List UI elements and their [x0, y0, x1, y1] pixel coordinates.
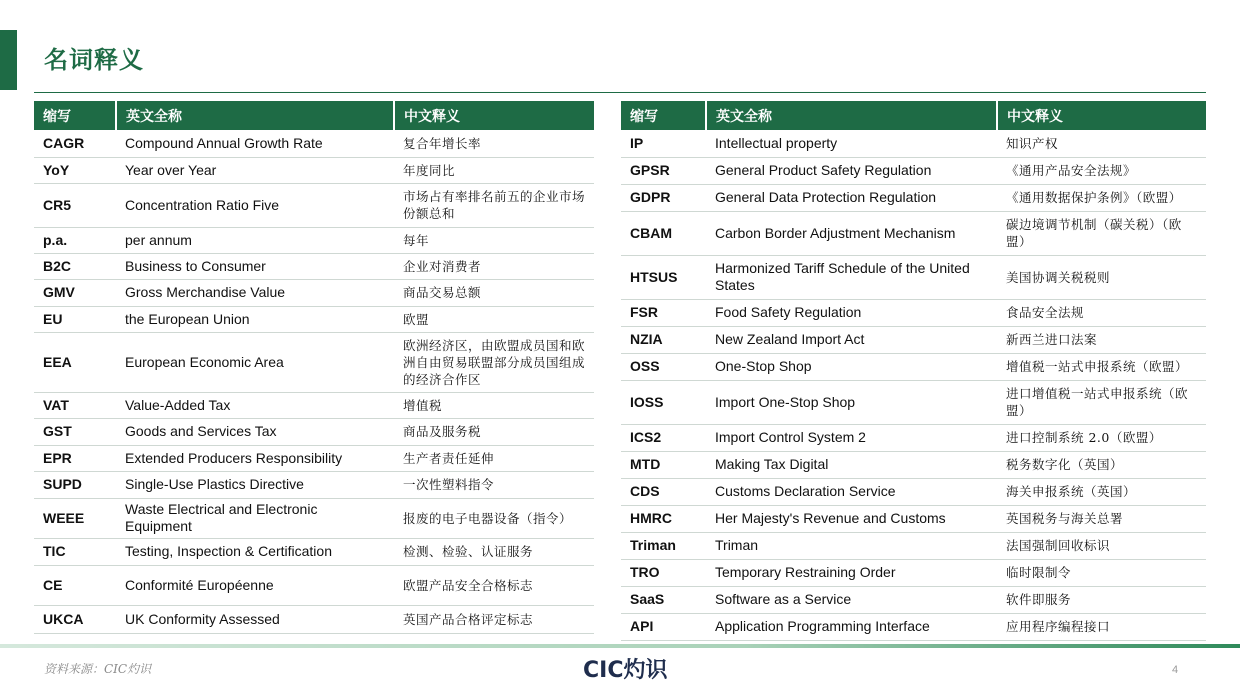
term-chinese: 碳边境调节机制（碳关税）（欧盟） — [997, 211, 1206, 255]
term-chinese: 法国强制回收标识 — [997, 532, 1206, 559]
term-chinese: 临时限制令 — [997, 559, 1206, 586]
term-english: Application Programming Interface — [706, 613, 997, 640]
table-row — [34, 306, 594, 332]
term-english: European Economic Area — [116, 332, 394, 392]
term-english: Software as a Service — [706, 586, 997, 613]
term-chinese: 海关申报系统（英国） — [997, 478, 1206, 505]
term-abbr: SaaS — [621, 586, 706, 613]
table-row — [34, 392, 594, 418]
term-abbr: EEA — [34, 332, 116, 392]
glossary-table-left — [34, 101, 594, 634]
table-row — [34, 332, 594, 392]
glossary-body-left — [34, 130, 594, 633]
table-row — [34, 498, 594, 538]
term-chinese: 《通用产品安全法规》 — [997, 157, 1206, 184]
table-row — [34, 565, 594, 605]
term-english: Concentration Ratio Five — [116, 183, 394, 227]
page-number: 4 — [1172, 664, 1179, 676]
term-chinese: 每年 — [394, 227, 594, 253]
term-chinese: 一次性塑料指令 — [394, 471, 594, 498]
term-english: Conformité Européenne — [116, 565, 394, 605]
table-row — [621, 380, 1206, 424]
term-english: Extended Producers Responsibility — [116, 445, 394, 471]
term-chinese: 欧盟产品安全合格标志 — [394, 565, 594, 605]
title-divider — [34, 92, 1206, 93]
header-abbr: 缩写 — [34, 101, 116, 130]
term-chinese: 美国协调关税税则 — [997, 255, 1206, 299]
term-english: the European Union — [116, 306, 394, 332]
term-english: New Zealand Import Act — [706, 326, 997, 353]
term-abbr: HTSUS — [621, 255, 706, 299]
term-chinese: 英国税务与海关总署 — [997, 505, 1206, 532]
term-chinese: 进口增值税一站式申报系统（欧盟） — [997, 380, 1206, 424]
term-chinese: 进口控制系统 2.0（欧盟） — [997, 424, 1206, 451]
table-header-row — [621, 101, 1206, 130]
table-row — [621, 559, 1206, 586]
page-title: 名词释义 — [44, 45, 144, 74]
term-english: UK Conformity Assessed — [116, 605, 394, 633]
table-row — [621, 424, 1206, 451]
table-row — [34, 605, 594, 633]
term-english: Year over Year — [116, 157, 394, 183]
table-row — [34, 183, 594, 227]
term-english: Temporary Restraining Order — [706, 559, 997, 586]
term-chinese: 新西兰进口法案 — [997, 326, 1206, 353]
term-english: Compound Annual Growth Rate — [116, 130, 394, 157]
table-row — [621, 130, 1206, 157]
term-abbr: NZIA — [621, 326, 706, 353]
term-abbr: TIC — [34, 538, 116, 565]
table-row — [34, 130, 594, 157]
term-abbr: CR5 — [34, 183, 116, 227]
term-chinese: 欧洲经济区，由欧盟成员国和欧洲自由贸易联盟部分成员国组成的经济合作区 — [394, 332, 594, 392]
company-logo — [583, 655, 667, 681]
term-english: Single-Use Plastics Directive — [116, 471, 394, 498]
table-row — [621, 157, 1206, 184]
term-chinese: 生产者责任延伸 — [394, 445, 594, 471]
term-english: General Product Safety Regulation — [706, 157, 997, 184]
term-english: Customs Declaration Service — [706, 478, 997, 505]
term-english: Waste Electrical and Electronic Equipment — [116, 498, 394, 538]
table-row — [621, 451, 1206, 478]
term-abbr: EU — [34, 306, 116, 332]
table-row — [621, 326, 1206, 353]
table-row — [34, 253, 594, 279]
term-chinese: 商品及服务税 — [394, 418, 594, 445]
term-english: Business to Consumer — [116, 253, 394, 279]
glossary-table-right — [621, 101, 1206, 641]
table-row — [34, 227, 594, 253]
table-row — [621, 505, 1206, 532]
header-abbr: 缩写 — [621, 101, 706, 130]
term-chinese: 复合年增长率 — [394, 130, 594, 157]
term-english: Her Majesty's Revenue and Customs — [706, 505, 997, 532]
term-abbr: API — [621, 613, 706, 640]
term-chinese: 检测、检验、认证服务 — [394, 538, 594, 565]
term-chinese: 软件即服务 — [997, 586, 1206, 613]
term-abbr: YoY — [34, 157, 116, 183]
header-english: 英文全称 — [116, 101, 394, 130]
term-chinese: 增值税 — [394, 392, 594, 418]
term-chinese: 增值税一站式申报系统（欧盟） — [997, 353, 1206, 380]
source-note: 资料来源：CIC灼识 — [44, 662, 152, 676]
table-row — [621, 532, 1206, 559]
term-english: Making Tax Digital — [706, 451, 997, 478]
term-abbr: SUPD — [34, 471, 116, 498]
table-row — [621, 255, 1206, 299]
term-abbr: ICS2 — [621, 424, 706, 451]
table-row — [34, 279, 594, 306]
term-abbr: IOSS — [621, 380, 706, 424]
table-row — [34, 157, 594, 183]
term-abbr: GDPR — [621, 184, 706, 211]
term-english: Intellectual property — [706, 130, 997, 157]
term-english: Import One-Stop Shop — [706, 380, 997, 424]
table-row — [621, 478, 1206, 505]
term-abbr: B2C — [34, 253, 116, 279]
table-header-row — [34, 101, 594, 130]
header-chinese: 中文释义 — [394, 101, 594, 130]
term-abbr: GST — [34, 418, 116, 445]
term-english: per annum — [116, 227, 394, 253]
footer-band — [0, 644, 1240, 648]
term-abbr: UKCA — [34, 605, 116, 633]
term-chinese: 知识产权 — [997, 130, 1206, 157]
term-abbr: CBAM — [621, 211, 706, 255]
term-chinese: 市场占有率排名前五的企业市场份额总和 — [394, 183, 594, 227]
term-abbr: GPSR — [621, 157, 706, 184]
term-abbr: OSS — [621, 353, 706, 380]
term-abbr: FSR — [621, 299, 706, 326]
header-chinese: 中文释义 — [997, 101, 1206, 130]
term-abbr: Triman — [621, 532, 706, 559]
term-abbr: WEEE — [34, 498, 116, 538]
term-english: Food Safety Regulation — [706, 299, 997, 326]
term-chinese: 税务数字化（英国） — [997, 451, 1206, 478]
term-english: General Data Protection Regulation — [706, 184, 997, 211]
term-abbr: VAT — [34, 392, 116, 418]
term-chinese: 《通用数据保护条例》（欧盟） — [997, 184, 1206, 211]
term-abbr: MTD — [621, 451, 706, 478]
term-chinese: 欧盟 — [394, 306, 594, 332]
term-chinese: 英国产品合格评定标志 — [394, 605, 594, 633]
term-abbr: GMV — [34, 279, 116, 306]
term-abbr: CDS — [621, 478, 706, 505]
table-row — [621, 613, 1206, 640]
term-chinese: 企业对消费者 — [394, 253, 594, 279]
table-row — [34, 418, 594, 445]
term-english: Triman — [706, 532, 997, 559]
table-row — [34, 471, 594, 498]
term-abbr: IP — [621, 130, 706, 157]
title-accent-bar — [0, 30, 17, 90]
term-english: One-Stop Shop — [706, 353, 997, 380]
table-row — [34, 538, 594, 565]
term-chinese: 食品安全法规 — [997, 299, 1206, 326]
term-abbr: p.a. — [34, 227, 116, 253]
term-abbr: EPR — [34, 445, 116, 471]
term-english: Goods and Services Tax — [116, 418, 394, 445]
term-abbr: CE — [34, 565, 116, 605]
table-row — [621, 184, 1206, 211]
table-row — [621, 211, 1206, 255]
term-abbr: TRO — [621, 559, 706, 586]
term-english: Harmonized Tariff Schedule of the United States — [706, 255, 997, 299]
table-row — [34, 445, 594, 471]
term-abbr: CAGR — [34, 130, 116, 157]
table-row — [621, 299, 1206, 326]
glossary-body-right — [621, 130, 1206, 640]
logo-text: CIC灼识 — [583, 657, 668, 683]
term-chinese: 年度同比 — [394, 157, 594, 183]
table-row — [621, 586, 1206, 613]
term-abbr: HMRC — [621, 505, 706, 532]
term-english: Gross Merchandise Value — [116, 279, 394, 306]
term-chinese: 商品交易总额 — [394, 279, 594, 306]
table-row — [621, 353, 1206, 380]
header-english: 英文全称 — [706, 101, 997, 130]
term-english: Testing, Inspection & Certification — [116, 538, 394, 565]
term-chinese: 应用程序编程接口 — [997, 613, 1206, 640]
term-chinese: 报废的电子电器设备（指令） — [394, 498, 594, 538]
term-english: Carbon Border Adjustment Mechanism — [706, 211, 997, 255]
term-english: Value-Added Tax — [116, 392, 394, 418]
term-english: Import Control System 2 — [706, 424, 997, 451]
